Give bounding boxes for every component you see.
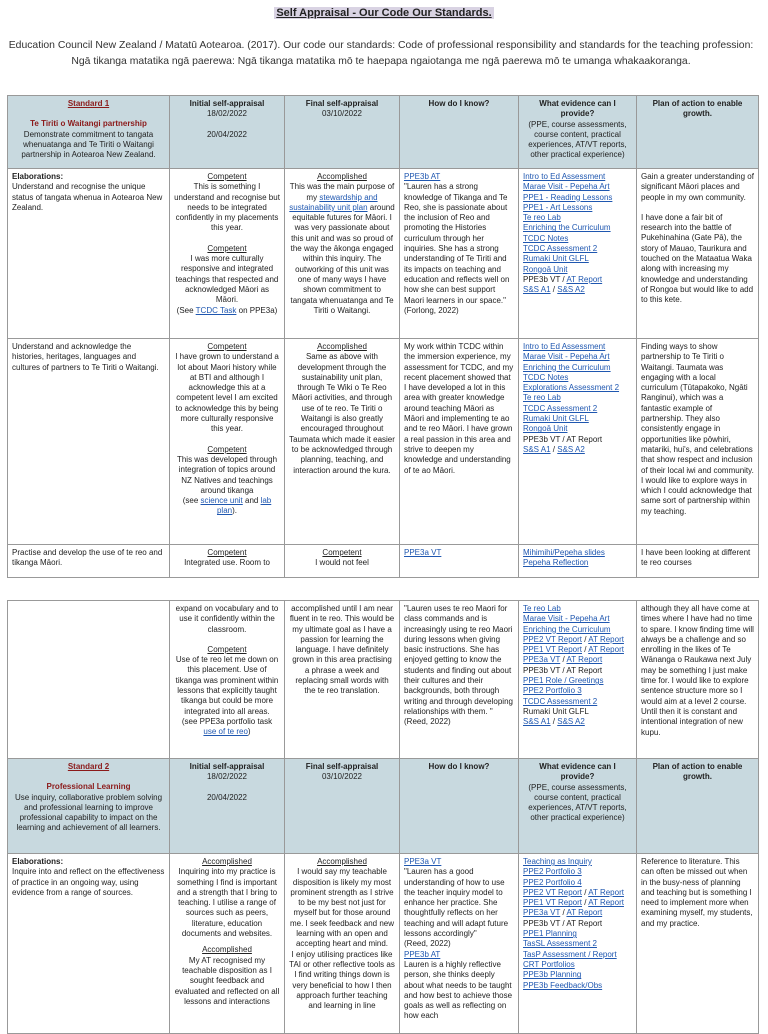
table-row [8, 339, 759, 545]
evidence-link[interactable]: PPE3b Planning [523, 970, 582, 980]
reference-citation: Education Council New Zealand / Matatū Aotearoa. (2017). Our code our standards: Code of professional responsibility and standards for the teaching profession: Ngā tikanga matatika ngā paerewa: Ngā tikanga matatika mō te haepapa ngaiotanga me ngā paerewa mō te umanga whakaakoranga. [8, 40, 754, 67]
ppe3b-at-link[interactable]: PPE3b AT [404, 949, 441, 959]
how-do-i-know-cell [400, 545, 519, 578]
final-appraisal-header: Final self-appraisal 03/10/2022 [285, 96, 400, 169]
evidence-link[interactable]: S&S A2 [557, 717, 585, 727]
evidence-link[interactable]: Rumaki Unit GLFL [523, 414, 589, 424]
evidence-link[interactable]: Teaching as Inquiry [523, 857, 592, 866]
evidence-link[interactable]: PPE2 Portfolio 4 [523, 877, 582, 887]
evidence-link[interactable]: S&S A2 [557, 444, 585, 454]
evidence-link[interactable]: TCDC Assessment 2 [523, 403, 598, 413]
how-do-i-know-cell: PPE3b AT "Lauren has a strong knowledge of Tikanga and Te Reo, she is passionate about the inclusion of Reo and promoting the Histories curriculum through her inquiries. She has a strong understanding of Te Tiriti and its impacts on teaching and education and reflects well on how she can best support Maori learners in our space." (Forlong, 2022) [400, 169, 519, 339]
evidence-link[interactable]: Mihimihi/Pepeha slides [523, 548, 605, 557]
evidence-cell [519, 545, 637, 578]
evidence-link[interactable]: Enriching the Curriculum [523, 362, 611, 372]
evidence-link[interactable]: PPE1 VT Report [523, 898, 582, 908]
elaboration-cell: Elaborations: Understand and recognise the unique status of tangata whenua in Aotearoa New Zealand. [8, 169, 170, 339]
evidence-link[interactable]: PPE1 - Art Lessons [523, 202, 593, 212]
evidence-link[interactable]: PPE2 VT Report [523, 634, 582, 644]
initial-appraisal-cell: Competent Integrated use. Room to [170, 545, 285, 578]
initial-appraisal-cell: expand on vocabulary and to use it confidently within the classroom. Competent Use of te reo let me down on this placement. Use of tikanga was prominent within lessons that explicitly taught tikanga but could be more integrated into all areas. (see PPE3a portfolio task use of te reo) [170, 601, 285, 759]
plan-cell: Reference to literature. This can often be missed out when in the busy-ness of planning and teaching but is something I need to implement more when examining myself, my students, and my practice. [637, 854, 759, 1034]
standard-header: Standard 2 Professional Learning Use inquiry, collaborative problem solving and professional learning to improve professional capability to impact on the learning and achievement of all learners. [8, 759, 170, 854]
how-do-i-know-header: How do I know? [400, 96, 519, 169]
how-do-i-know-cell: PPE3a VT "Lauren has a good understanding of how to use the teacher inquiry model to enhance her practice. She thoughtfully reflects on her teaching and will adapt future lessons accordingly" (Reed, 2022) PPE3b AT Lauren is a highly reflective person, she thinks deeply about what needs to be taught and how best to achieve those goals as well as reflecting on how each [400, 854, 519, 1034]
evidence-link[interactable]: PPE2 Portfolio 3 [523, 686, 582, 696]
final-appraisal-header: Final self-appraisal 03/10/2022 [285, 759, 400, 854]
evidence-link[interactable]: AT Report [588, 887, 624, 897]
final-appraisal-cell: Accomplished I would say my teachable disposition is likely my most prominent strength as I strive to be my best not just for myself but for those around me. I seek feedback and new learning with an open and accepting heart and mind. I enjoy utilising practices like TAI or other reflective tools as I find writing things down is very beneficial to how I then approach further teaching and learning in line [285, 854, 400, 1034]
final-appraisal-cell: Competent I would not feel [285, 545, 400, 578]
lab-plan-link[interactable]: lab plan [216, 496, 272, 516]
ppe3b-at-link[interactable]: PPE3b AT [404, 172, 441, 181]
evidence-link[interactable]: Te reo Lab [523, 213, 561, 223]
evidence-link[interactable]: S&S A1 [523, 444, 551, 454]
evidence-link[interactable]: PPE1 Role / Greetings [523, 676, 604, 686]
evidence-link[interactable]: PPE3a VT [523, 908, 561, 918]
plan-cell: I have been looking at different te reo courses [637, 545, 759, 578]
plan-cell: Gain a greater understanding of significant Māori places and people in my own community. I have done a fair bit of research into the battle of Pukehinahina (Gate Pā), the story of Mauao, Taurikura and touched on the Mataatua Waka along with increasing my knowledge and understanding of Rongoa but would like to add to this kete. [637, 169, 759, 339]
page-title: Self Appraisal - Our Code Our Standards. [276, 7, 492, 19]
evidence-link[interactable]: PPE2 VT Report [523, 887, 582, 897]
evidence-link[interactable]: AT Report [566, 908, 603, 918]
science-unit-link[interactable]: science unit [200, 496, 243, 506]
evidence-link[interactable]: AT Report [588, 898, 624, 908]
evidence-cell: Intro to Ed Assessment Marae Visit - Pepeha Art Enriching the Curriculum TCDC Notes Explorations Assessment 2 Te reo Lab TCDC Assessment 2 Rumaki Unit GLFL Rongoā Unit PPE3b VT / AT Report S&S A1 / S&S A2 [519, 339, 637, 545]
final-appraisal-cell: Accomplished Same as above with development through the sustainability unit plan, through Te Wiki o Te Reo Māori activities, and through use of te reo. Te Tiriti o Waitangi is also greatly encouraged throughout Taumata which made it easier to be acknowledged through planning, teaching, and interaction around the kura. [285, 339, 400, 545]
table-row [8, 854, 759, 1034]
table-row [8, 545, 759, 578]
evidence-link[interactable]: S&S A2 [557, 285, 585, 295]
plan-cell: Finding ways to show partnership to Te Tiriti o Waitangi. Taumata was engaging with a local curriculum (Tūtapakoko, Ngāti Ranginui), which was a fantastic example of partnership. They also consistently engage in opportunities like pōwhiri, matariki, hui's, and celebrations that show respect and inclusion of their local iwi and community. I would like to explore ways in which I could acknowledge that same sort of partnership within my teaching. [637, 339, 759, 545]
plan-header: Plan of action to enable growth. [637, 96, 759, 169]
evidence-link[interactable]: AT Report [566, 274, 603, 284]
initial-appraisal-cell: Competent I have grown to understand a lot about Maori history while at BTI and although I acknowledge this at a competent level I am excited to acknowledge this by being more culturally responsive this year. Competent This was developed through integration of topics around NZ Natives and teachings around tikanga (see science unit and lab plan). [170, 339, 285, 545]
plan-cell: although they all have come at times where I have had no time to spare. I know finding time will always be a challenge and so enrolling in the likes of Te Wānanga o Raukawa next July may be something I just make time for. I would like to explore sentence structure more so I would aim at a level 2 course. Until then it is constant and intentional integration of new kupu. [637, 601, 759, 759]
evidence-link[interactable]: TasP Assessment / Report [523, 949, 617, 959]
evidence-link[interactable]: Rongoā Unit [523, 264, 568, 274]
evidence-link[interactable]: TCDC Assessment 2 [523, 244, 598, 254]
elaboration-cell: Understand and acknowledge the histories, heritages, languages and cultures of partners to Te Tiriti o Waitangi. [8, 339, 170, 545]
standard-2-table [7, 600, 759, 1034]
evidence-link[interactable]: AT Report [588, 645, 624, 655]
final-appraisal-cell: accomplished until I am near fluent in te reo. This would be my ultimate goal as I have a passion for learning the language. I have definitely grown in this area practising a phrase a week and replacing small words with the te reo translation. [285, 601, 400, 759]
evidence-link[interactable]: Rongoā Unit [523, 424, 568, 434]
evidence-link[interactable]: S&S A1 [523, 717, 551, 727]
evidence-cell: Teaching as Inquiry PPE2 Portfolio 3 PPE2 Portfolio 4 PPE2 VT Report / AT Report PPE1 VT Report / AT Report PPE3a VT / AT Report PPE3b VT / AT Report PPE1 Planning TasSL Assessment 2 TasP Assessment / Report CRT Portfolios PPE3b Planning PPE3b Feedback/Obs [519, 854, 637, 1034]
evidence-link[interactable]: Marae Visit - Pepeha Art [523, 182, 610, 192]
how-do-i-know-cell: "Lauren uses te reo Maori for class commands and is increasingly using te reo Maori during lessons when giving basic instructions. She has enjoyed getting to know the students and finding out about their cultures and their backgrounds, both through writing and through developing relationships with them. " (Reed, 2022) [400, 601, 519, 759]
evidence-link[interactable]: Enriching the Curriculum [523, 624, 611, 634]
evidence-link[interactable]: PPE1 - Reading Lessons [523, 192, 613, 202]
initial-appraisal-header: Initial self-appraisal 18/02/2022 20/04/2022 [170, 759, 285, 854]
evidence-link[interactable]: PPE2 Portfolio 3 [523, 867, 582, 877]
evidence-link[interactable]: PPE3a VT [523, 655, 561, 665]
initial-appraisal-cell: Competent This is something I understand and recognise but needs to be integrated confidently in my placements this year. Competent I was more culturally responsive and integrated teachings that respected and acknowledged Māori as Māori. (See TCDC Task on PPE3a) [170, 169, 285, 339]
table-header-row [8, 759, 759, 854]
initial-appraisal-cell: Accomplished Inquiring into my practice is something I find is important and a strength that I bring to teaching. I utilise a range of sources such as peers, literature, education documents and websites. Accomplished My AT recognised my teachable disposition as I sought feedback and evaluated and reflected on all lessons and interactions [170, 854, 285, 1034]
standard-header: Standard 1 Te Tiriti o Waitangi partnership Demonstrate commitment to tangata whenuatanga and Te Tiriti o Waitangi partnership in Aotearoa New Zealand. [8, 96, 170, 169]
elaboration-cell: Elaborations: Inquire into and reflect on the effectiveness of practice in an ongoing way, using evidence from a range of sources. [8, 854, 170, 1034]
elaboration-cell: Practise and develop the use of te reo and tikanga Māori. [8, 545, 170, 578]
evidence-link[interactable]: TasSL Assessment 2 [523, 939, 597, 949]
evidence-link[interactable]: CRT Portfolios [523, 959, 575, 969]
evidence-header: What evidence can I provide? (PPE, course assessments, course content, practical experiences, AT/VT reports, other practical experience) [519, 759, 637, 854]
evidence-link[interactable]: Marae Visit - Pepeha Art [523, 614, 610, 624]
evidence-link[interactable]: AT Report [566, 655, 603, 665]
evidence-cell: Intro to Ed Assessment Marae Visit - Pepeha Art PPE1 - Reading Lessons PPE1 - Art Lessons Te reo Lab Enriching the Curriculum TCDC Notes TCDC Assessment 2 Rumaki Unit GLFL Rongoā Unit PPE3b VT / AT Report S&S A1 / S&S A2 [519, 169, 637, 339]
evidence-link[interactable]: S&S A1 [523, 285, 551, 295]
how-do-i-know-header: How do I know? [400, 759, 519, 854]
evidence-link[interactable]: PPE1 Planning [523, 929, 577, 939]
standard-1-table [7, 95, 759, 578]
evidence-link[interactable]: PPE1 VT Report [523, 645, 582, 655]
table-row [8, 169, 759, 339]
how-do-i-know-cell: My work within TCDC within the immersion experience, my assessment for TCDC, and my recent placement showed that I have developed a lot in this area with greater knowledge around teaching Māori as Māori and implementing te ao and te reo Māori. I have grown a real passion in this area and strive to deepen my knowledge and understanding of te ao Māori. [400, 339, 519, 545]
evidence-link[interactable]: Te reo Lab [523, 393, 561, 403]
evidence-link[interactable]: Enriching the Curriculum [523, 223, 611, 233]
evidence-header: What evidence can I provide? (PPE, course assessments, course content, practical experiences, AT/VT reports, other practical experience) [519, 96, 637, 169]
evidence-link[interactable]: TCDC Notes [523, 233, 569, 243]
final-appraisal-cell: Accomplished This was the main purpose of my stewardship and sustainability unit plan around equitable futures for Māori. I was very passionate about this unit and was so proud of the way the ākonga engaged within this inquiry. The outworking of this unit was one of many ways I have shown commitment to tangata whenuatanga and Te Tiriti o Waitangi. [285, 169, 400, 339]
evidence-link[interactable]: Explorations Assessment 2 [523, 383, 620, 393]
evidence-link[interactable]: Intro to Ed Assessment [523, 172, 606, 181]
evidence-link[interactable]: Rumaki Unit GLFL [523, 254, 589, 264]
evidence-link[interactable]: TCDC Notes [523, 372, 569, 382]
table-header-row [8, 96, 759, 169]
stewardship-unit-link[interactable]: stewardship and sustainability unit plan [289, 192, 378, 212]
evidence-link[interactable]: Te reo Lab [523, 604, 561, 613]
elaboration-cell [8, 601, 170, 759]
ppe3a-vt-link[interactable]: PPE3a VT [404, 548, 442, 557]
plan-header: Plan of action to enable growth. [637, 759, 759, 854]
evidence-link[interactable]: Pepeha Reflection [523, 558, 589, 568]
use-of-te-reo-link[interactable]: use of te reo [203, 727, 248, 737]
evidence-link[interactable]: Intro to Ed Assessment [523, 342, 606, 351]
initial-appraisal-header: Initial self-appraisal 18/02/2022 20/04/2022 [170, 96, 285, 169]
tcdc-task-link[interactable]: TCDC Task [195, 305, 237, 315]
table-row [8, 601, 759, 759]
evidence-link[interactable]: PPE3b Feedback/Obs [523, 980, 603, 990]
evidence-link[interactable]: AT Report [588, 634, 624, 644]
evidence-link[interactable]: TCDC Assessment 2 [523, 696, 598, 706]
evidence-link[interactable]: Marae Visit - Pepeha Art [523, 352, 610, 362]
ppe3a-vt-link[interactable]: PPE3a VT [404, 857, 442, 866]
evidence-cell: Te reo Lab Marae Visit - Pepeha Art Enriching the Curriculum PPE2 VT Report / AT Report PPE1 VT Report / AT Report PPE3a VT / AT Report PPE3b VT / AT Report PPE1 Role / Greetings PPE2 Portfolio 3 TCDC Assessment 2 Rumaki Unit GLFL S&S A1 / S&S A2 [519, 601, 637, 759]
